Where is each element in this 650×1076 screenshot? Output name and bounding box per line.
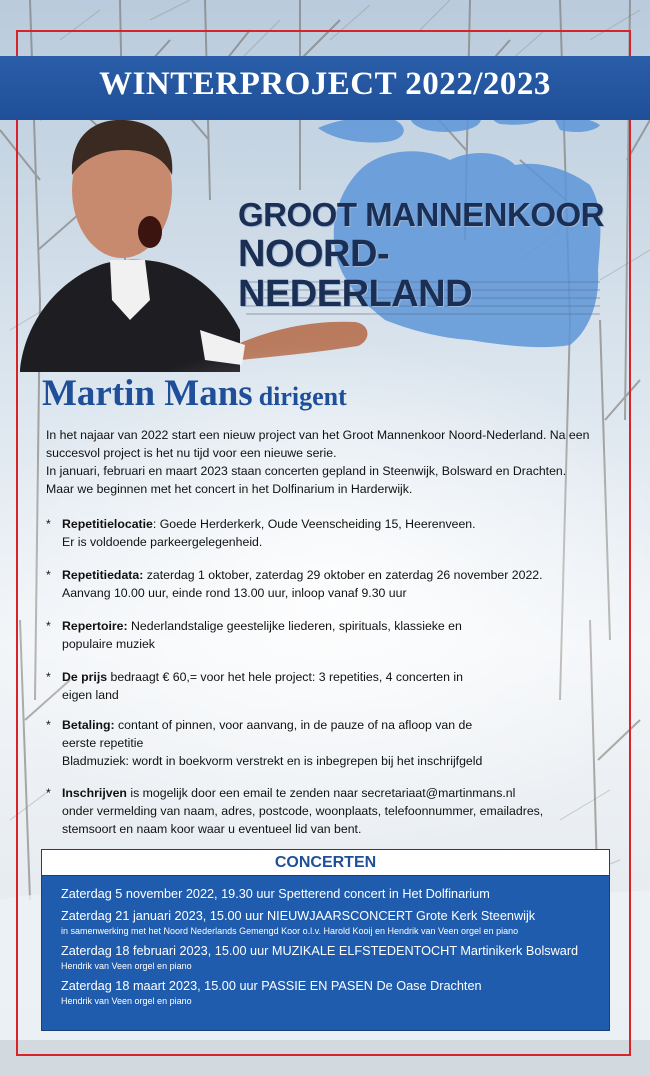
bullet-text: is mogelijk door een email te zenden naar secretariaat@martinmans.nl (126, 786, 516, 800)
concert-sub: in samenwerking met het Noord Nederlands Gemengd Koor o.l.v. Harold Kooij en Hendrik van Veen orgel en piano (61, 926, 519, 936)
concert-list (42, 876, 609, 1008)
bullet-extra: Aanvang 10.00 uur, einde rond 13.00 uur, inloop vanaf 9.30 uur (62, 586, 407, 600)
bullet-extra: eigen land (62, 688, 119, 702)
concert-sub: Hendrik van Veen orgel en piano (61, 961, 192, 971)
conductor-name: Martin Mans (42, 373, 253, 414)
bullet-label: Repetitielocatie (62, 517, 153, 531)
concert-item (61, 943, 609, 973)
bullet-text: : Goede Herderkerk, Oude Veenscheiding 15, Heerenveen. (152, 517, 476, 531)
concert-item (61, 908, 609, 938)
bullet-text: Nederlandstalige geestelijke liederen, spirituals, klassieke en (127, 619, 462, 633)
concert-main: Zaterdag 18 maart 2023, 15.00 uur PASSIE EN PASEN De Oase Drachten (61, 979, 482, 993)
bullet-extra: Bladmuziek: wordt in boekvorm verstrekt en is inbegrepen bij het inschrijfgeld (62, 754, 483, 768)
bullet-text: contant of pinnen, voor aanvang, in de pauze of na afloop van de (114, 718, 473, 732)
bullet-star: * (46, 517, 51, 531)
intro-text (46, 426, 616, 498)
concerts-heading: CONCERTEN (42, 850, 609, 876)
bullet-label: Betaling: (62, 718, 115, 732)
choir-name (238, 196, 618, 314)
bullet-text: bedraagt € 60,= voor het hele project: 3 repetities, 4 concerten in (107, 670, 463, 684)
bullet-star: * (46, 786, 51, 800)
concert-main: Zaterdag 18 februari 2023, 15.00 uur MUZIKALE ELFSTEDENTOCHT Martinikerk Bolsward (61, 944, 579, 958)
bullet-extra: eerste repetitie (62, 736, 144, 750)
bullet-extra: Er is voldoende parkeergelegenheid. (62, 535, 263, 549)
bullet-label: Inschrijven (62, 786, 127, 800)
concert-item (61, 886, 609, 903)
bullet-label: De prijs (62, 670, 108, 684)
concert-item (61, 978, 609, 1008)
bullet-star: * (46, 670, 51, 684)
conductor-role: dirigent (258, 382, 347, 411)
choir-name-line1: GROOT MANNENKOOR (238, 196, 604, 233)
bullet-repetitielocatie (46, 515, 606, 551)
choir-name-line2: NOORD-NEDERLAND (238, 233, 473, 315)
bullet-repertoire (46, 617, 606, 653)
bullet-extra: populaire muziek (62, 637, 155, 651)
intro-paragraph: In het najaar van 2022 start een nieuw project van het Groot Mannenkoor Noord-Nederland. Na een succesvol project is het nu tijd voor een nieuwe serie. (46, 428, 590, 460)
concerts-panel (41, 849, 610, 1031)
bullet-extra: stemsoort en naam koor waar u eventueel lid van bent. (62, 822, 362, 836)
concert-main: Zaterdag 21 januari 2023, 15.00 uur NIEUWJAARSCONCERT Grote Kerk Steenwijk (61, 909, 536, 923)
page-title: WINTERPROJECT 2022/2023 (99, 66, 551, 102)
bullet-repetitiedata (46, 566, 606, 602)
bullet-star: * (46, 718, 51, 732)
bullet-label: Repetitiedata: (62, 568, 144, 582)
bullet-betaling (46, 716, 606, 770)
bullet-star: * (46, 619, 51, 633)
bullet-inschrijven (46, 784, 606, 838)
bullet-extra: onder vermelding van naam, adres, postcode, woonplaats, telefoonnummer, emailadres, (62, 804, 544, 818)
intro-paragraph: In januari, februari en maart 2023 staan concerten gepland in Steenwijk, Bolsward en Drachten. (46, 464, 567, 478)
bullet-star: * (46, 568, 51, 582)
concert-sub: Hendrik van Veen orgel en piano (61, 996, 192, 1006)
bullet-prijs (46, 668, 606, 704)
bullet-text: zaterdag 1 oktober, zaterdag 29 oktober en zaterdag 26 november 2022. (143, 568, 543, 582)
conductor-heading (42, 372, 347, 415)
intro-paragraph: Maar we beginnen met het concert in het Dolfinarium in Harderwijk. (46, 482, 413, 496)
bullet-label: Repertoire: (62, 619, 128, 633)
concert-main: Zaterdag 5 november 2022, 19.30 uur Spetterend concert in Het Dolfinarium (61, 887, 490, 901)
